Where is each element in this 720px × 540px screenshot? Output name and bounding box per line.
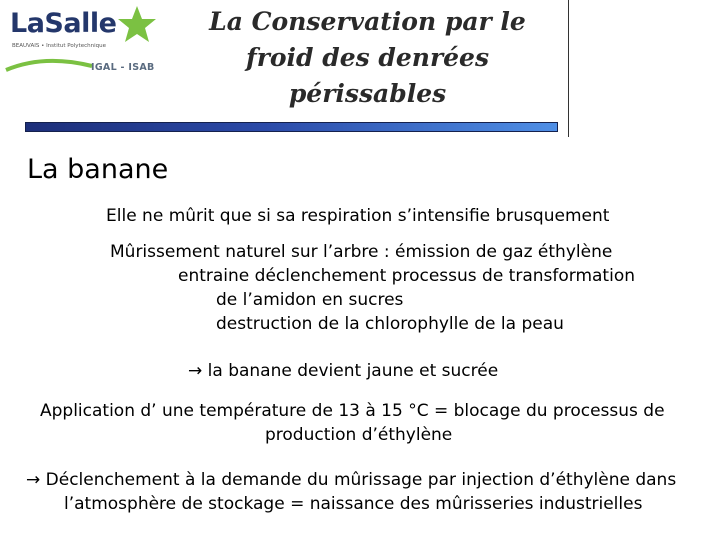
line-starch: de l’amidon en sucres [216, 290, 404, 310]
section-heading: La banane [27, 154, 169, 185]
line-ripening-rooms: l’atmosphère de stockage = naissance des mûrisseries industrielles [64, 494, 643, 514]
result-text: la banane devient jaune et sucrée [207, 361, 499, 381]
line-ethylene-production: production d’éthylène [265, 425, 453, 445]
lasalle-logo [4, 4, 156, 76]
vertical-divider [568, 0, 569, 137]
header-bar [25, 122, 558, 132]
line-transformation: entraine déclenchement processus de transformation [178, 266, 635, 286]
line-application: Application d’ une température de 13 à 15 °C = blocage du processus de [40, 401, 665, 421]
right-arrow-icon: → [188, 361, 203, 381]
title-line-2: froid des denrées [245, 43, 490, 72]
star-icon [116, 4, 158, 46]
logo-subtitle: BEAUVAIS • Institut Polytechnique [12, 43, 106, 49]
title-line-3: périssables [288, 79, 447, 108]
logo-tag: IGAL - ISAB [91, 62, 155, 73]
line-natural-ripening: Mûrissement naturel sur l’arbre : émission de gaz éthylène [110, 242, 613, 262]
conclusion-line [26, 469, 676, 491]
logo-wordmark: LaSalle [10, 8, 117, 39]
swoosh-icon [4, 56, 94, 76]
slide-title [170, 4, 565, 112]
title-line-1: La Conservation par le [209, 7, 526, 36]
line-respiration: Elle ne mûrit que si sa respiration s’intensifie brusquement [106, 206, 610, 226]
result-line [188, 360, 498, 382]
line-chlorophyll: destruction de la chlorophylle de la peau [216, 314, 564, 334]
conclusion-text: Déclenchement à la demande du mûrissage par injection d’éthylène dans [45, 470, 677, 490]
right-arrow-icon: → [26, 470, 41, 490]
